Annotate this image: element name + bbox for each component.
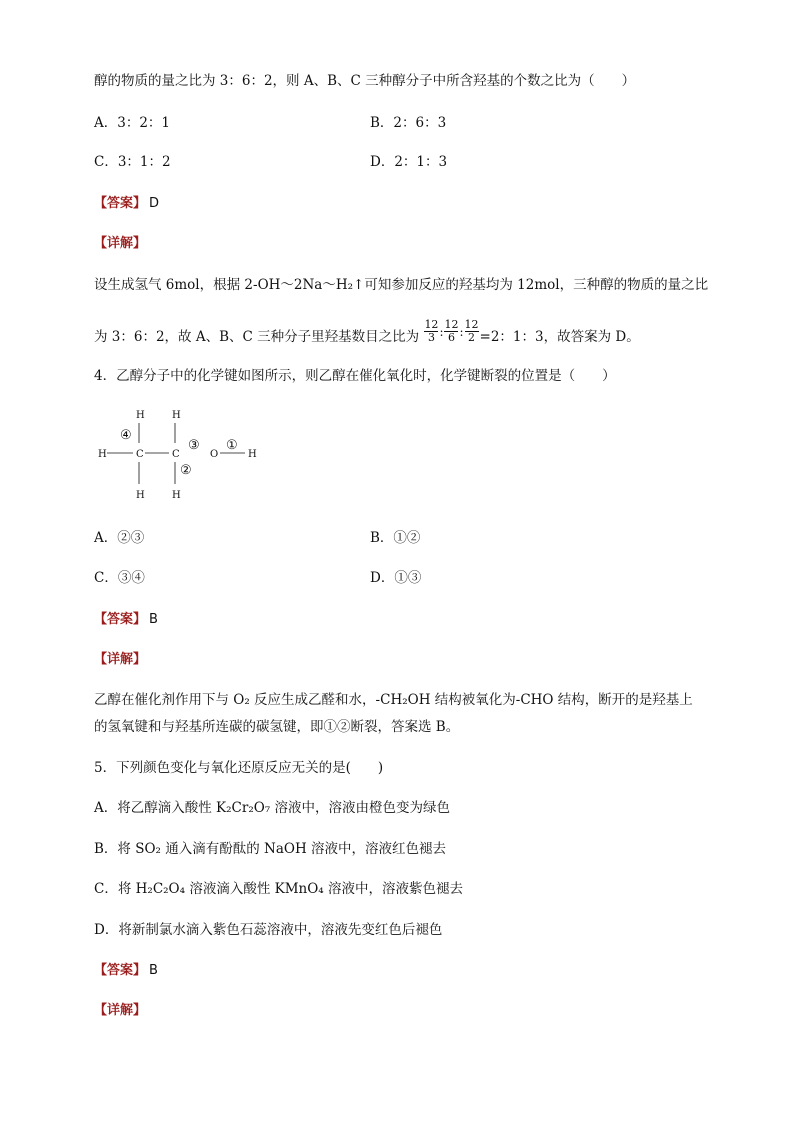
atom-h: H [136, 490, 145, 501]
option-label: C． [94, 881, 118, 897]
option-label: B． [370, 530, 394, 546]
q4-option-d[interactable] [370, 568, 421, 588]
option-text: 2：6：3 [393, 115, 447, 131]
q4-option-b[interactable] [370, 528, 420, 548]
q5-detail-tag [94, 1000, 146, 1021]
option-text: 将 H₂C₂O₄ 溶液滴入酸性 KMnO₄ 溶液中，溶液紫色褪去 [117, 881, 463, 897]
q4-option-c[interactable] [94, 568, 145, 588]
atom-h: H [248, 449, 257, 460]
q3-stem: 醇的物质的量之比为 3：6：2，则 A、B、C 三种醇分子中所含羟基的个数之比为（ ） [94, 73, 636, 89]
q3-option-c[interactable] [94, 152, 171, 172]
option-text: 2：1：3 [394, 154, 448, 170]
detail-tag: 【详解】 [94, 652, 147, 667]
q3-option-a[interactable] [94, 113, 170, 133]
q5-option-a[interactable] [94, 798, 450, 818]
option-label: C． [94, 154, 118, 170]
q3-detail-line2 [94, 318, 640, 350]
option-label: D． [94, 922, 119, 938]
q5-stem: 5．下列颜色变化与氧化还原反应无关的是( ) [94, 760, 384, 776]
q5-option-d[interactable] [94, 920, 442, 940]
option-text: ③④ [117, 570, 145, 586]
fraction-1: $\frac{12}{3}$ [424, 318, 439, 344]
atom-h: H [172, 410, 181, 421]
detail-text-pre: 为 3：6：2，故 A、B、C 三种分子里羟基数目之比为 [94, 329, 420, 345]
option-label: A． [94, 530, 118, 546]
bond-label-1: ① [226, 438, 238, 453]
atom-h: H [172, 490, 181, 501]
q4-detail-tag [94, 649, 146, 670]
bond-label-4: ④ [120, 428, 132, 443]
answer-value: D [149, 196, 160, 211]
answer-tag: 【答案】 [94, 196, 147, 211]
q4-detail-line1: 乙醇在催化剂作用下与 O₂ 反应生成乙醛和水，-CH₂OH 结构被氧化为-CHO 结构，断开的是羟基上 [94, 692, 693, 708]
fraction-2: $\frac{12}{6}$ [444, 318, 459, 344]
atom-c: C [172, 449, 180, 460]
option-text: 3：2：1 [117, 115, 171, 131]
atom-h: H [98, 449, 107, 460]
atom-h: H [136, 410, 145, 421]
q5-answer [94, 960, 158, 981]
bond-label-3: ③ [188, 438, 200, 453]
detail-tag: 【详解】 [94, 236, 147, 251]
ratio-colon: : [439, 324, 444, 339]
q4-stem: 4．乙醇分子中的化学键如图所示，则乙醇在催化氧化时，化学键断裂的位置是（ ） [94, 368, 616, 384]
q3-option-b[interactable] [370, 113, 446, 133]
answer-value: B [149, 963, 158, 978]
answer-tag: 【答案】 [94, 612, 147, 627]
option-label: B． [94, 841, 118, 857]
q4-detail-line2: 的氢氧键和与羟基所连碳的碳氢键，即①②断裂，答案选 B。 [94, 719, 460, 735]
answer-tag: 【答案】 [94, 963, 147, 978]
answer-value: B [149, 612, 158, 627]
option-label: A． [94, 800, 118, 816]
option-text: 将乙醇滴入酸性 K₂Cr₂O₇ 溶液中，溶液由橙色变为绿色 [117, 800, 451, 816]
option-text: ①③ [394, 570, 422, 586]
option-text: ①② [393, 530, 421, 546]
fraction-3: $\frac{12}{2}$ [464, 318, 479, 344]
atom-c: C [136, 449, 144, 460]
q3-detail-line1: 设生成氢气 6mol，根据 2-OH～2Na～H₂↑可知参加反应的羟基均为 12mol，三种醇的物质的量之比 [94, 277, 709, 293]
atom-o: O [210, 449, 219, 460]
option-label: A． [94, 115, 118, 131]
q5-option-b[interactable] [94, 839, 446, 859]
q5-option-c[interactable] [94, 879, 463, 899]
option-text: ②③ [117, 530, 145, 546]
option-label: B． [370, 115, 394, 131]
bond-label-2: ② [180, 463, 192, 478]
q4-option-a[interactable] [94, 528, 144, 548]
q3-answer [94, 193, 159, 214]
q4-answer [94, 609, 158, 630]
option-label: C． [94, 570, 118, 586]
q3-detail-tag [94, 233, 146, 254]
ratio-colon: : [459, 324, 464, 339]
option-label: D． [370, 570, 395, 586]
option-text: 将 SO₂ 通入滴有酚酞的 NaOH 溶液中，溶液红色褪去 [117, 841, 447, 857]
q3-option-d[interactable] [370, 152, 447, 172]
detail-tag: 【详解】 [94, 1003, 147, 1018]
detail-text-post: =2：1：3，故答案为 D。 [479, 329, 640, 345]
option-label: D． [370, 154, 395, 170]
option-text: 3：1：2 [117, 154, 171, 170]
ethanol-structure-diagram [94, 402, 294, 506]
option-text: 将新制氯水滴入紫色石蕊溶液中，溶液先变红色后褪色 [118, 922, 443, 938]
